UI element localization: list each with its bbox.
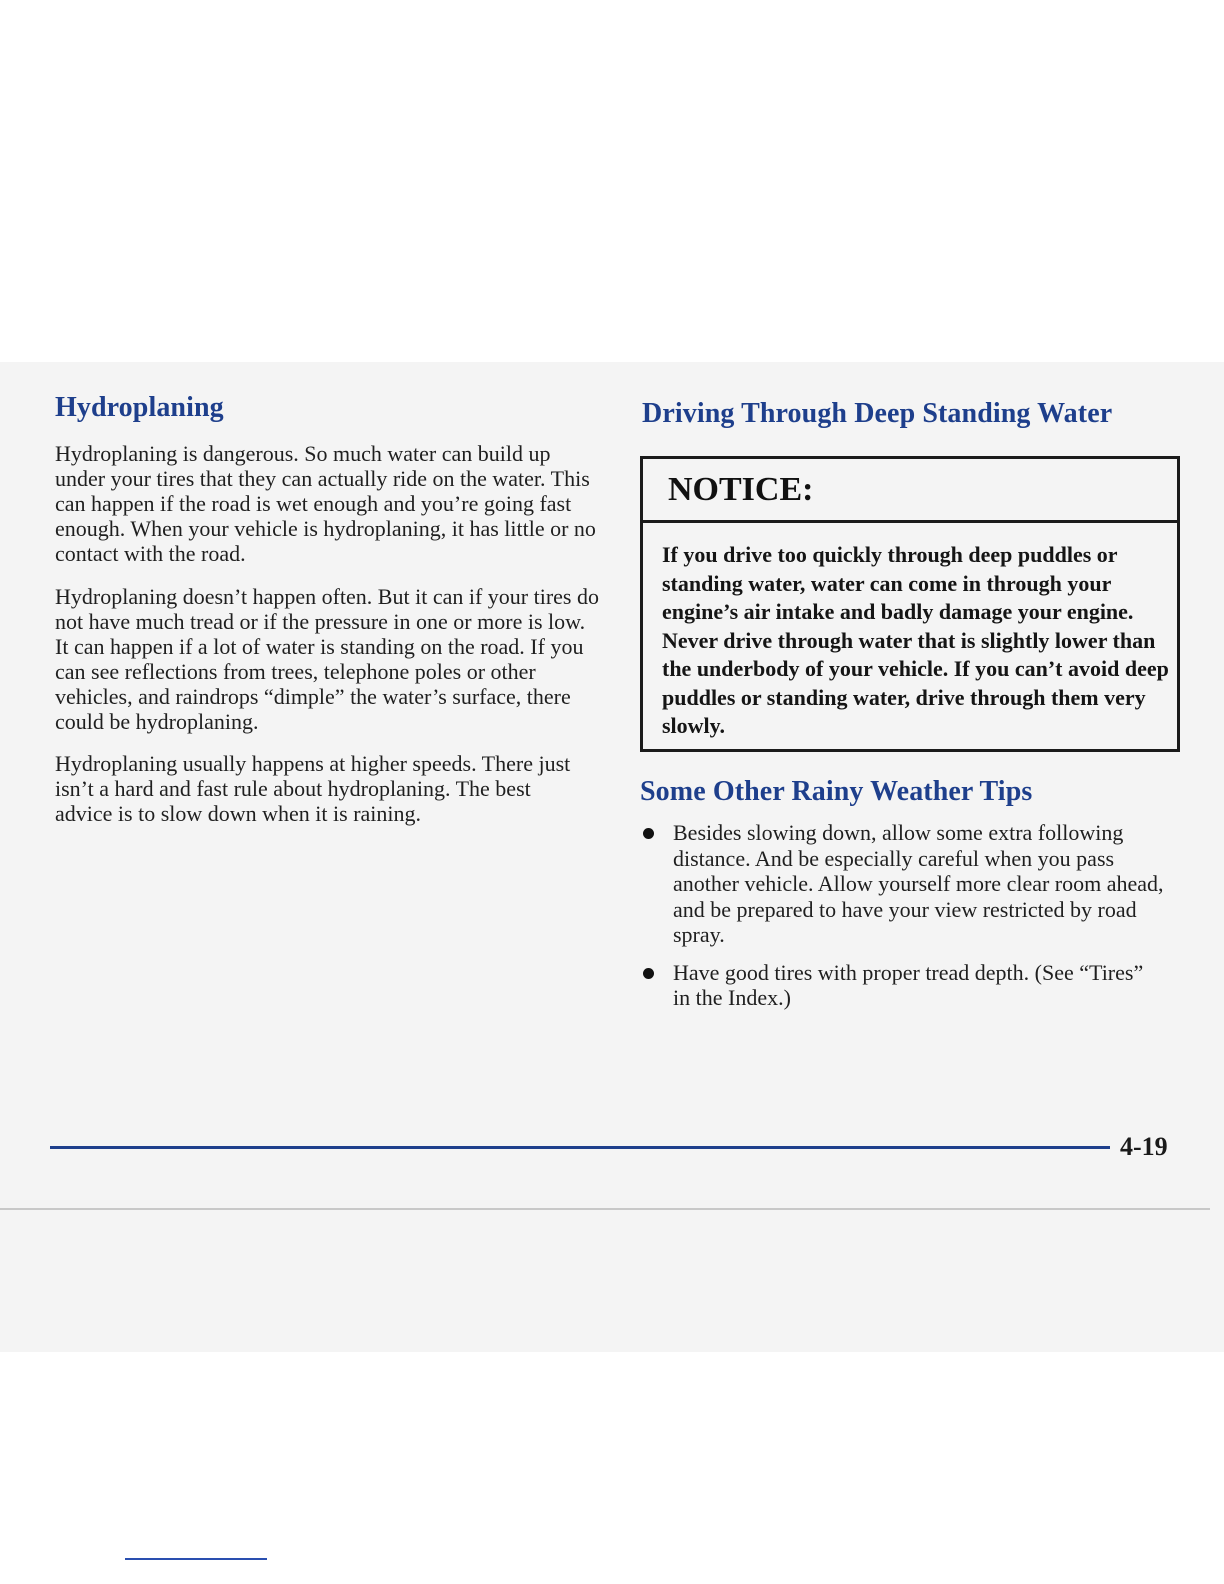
tips-list [640, 820, 1165, 1011]
page-edge-divider [0, 1208, 1210, 1210]
hydroplaning-paragraph-2: Hydroplaning doesn’t happen often. But it can if your tires do not have much tread or if the pressure in one or more is low. It can happen if a lot of water is standing on the road. If you can see reflections from trees, telephone poles or other vehicles, and raindrops “dimple” the water’s surface, there could be hydroplaning. [55, 584, 599, 734]
list-item [640, 820, 1165, 948]
bullet-icon [643, 968, 654, 979]
page-number: 4-19 [1120, 1132, 1168, 1161]
tip-text: Have good tires with proper tread depth. (See “Tires” in the Index.) [673, 959, 1144, 1010]
hydroplaning-paragraph-1: Hydroplaning is dangerous. So much water can build up under your tires that they can actually ride on the water. This can happen if the road is wet enough and you’re going fast enough. When your vehicle is hydroplaning, it has little or no contact with the road. [55, 441, 596, 566]
hydroplaning-paragraph-3: Hydroplaning usually happens at higher speeds. There just isn’t a hard and fast rule about hydroplaning. The best advice is to slow down when it is raining. [55, 751, 571, 826]
deep-water-heading: Driving Through Deep Standing Water [642, 398, 1113, 429]
list-item [640, 960, 1165, 1011]
bullet-icon [643, 828, 654, 839]
rainy-tips-heading: Some Other Rainy Weather Tips [640, 776, 1033, 807]
tip-text: Besides slowing down, allow some extra following distance. And be especially careful when you pass another vehicle. Allow yourself more clear room ahead, and be prepared to have your view restricted by road spray. [673, 820, 1164, 947]
underline-mark [125, 1558, 267, 1560]
manual-page [0, 362, 1224, 1352]
hydroplaning-heading: Hydroplaning [55, 392, 224, 423]
notice-box [640, 456, 1180, 752]
notice-title: NOTICE: [643, 459, 1177, 523]
notice-text: If you drive too quickly through deep puddles or standing water, water can come in through your engine’s air intake and badly damage your engine. Never drive through water that is slightly lower than the underbody of your vehicle. If you can’t avoid deep puddles or standing water, drive through them very slowly. [662, 542, 1169, 738]
footer-rule [50, 1146, 1110, 1149]
